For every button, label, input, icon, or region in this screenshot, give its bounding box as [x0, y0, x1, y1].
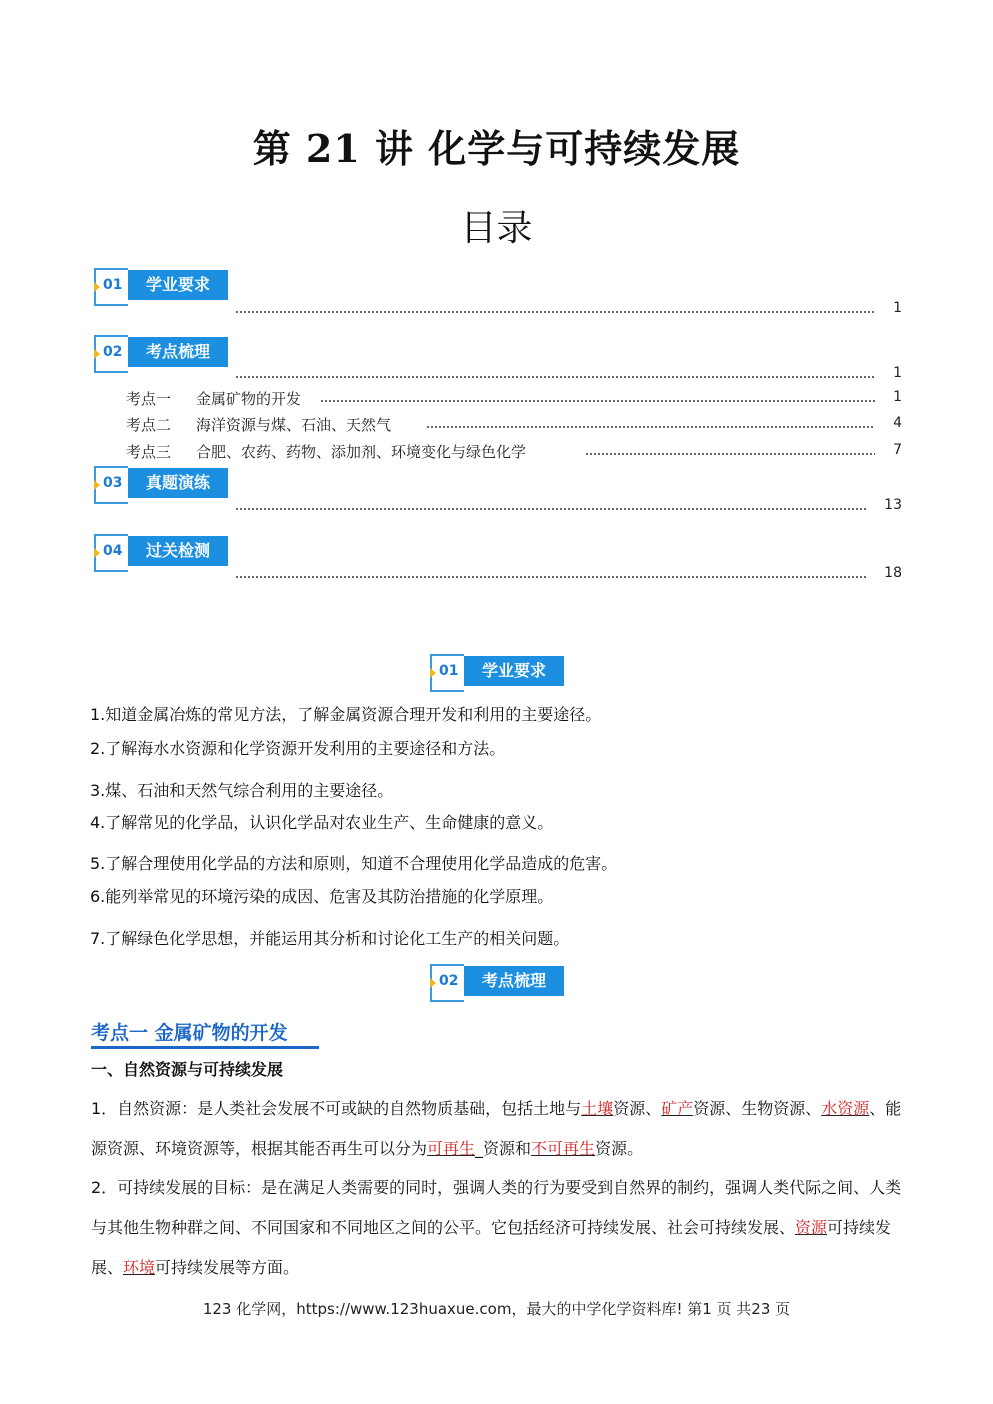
badge-label: 过关检测 [128, 536, 228, 566]
toc-page-number: 18 [884, 565, 902, 581]
requirement-item: 1.知道金属冶炼的常见方法，了解金属资源合理开发和利用的主要途径。 [90, 705, 602, 724]
answer-blank: 土壤 [581, 1099, 614, 1118]
answer-blank: 环境 [123, 1258, 156, 1277]
paragraph-2: 2．可持续发展的目标：是在满足人类需要的同时，强调人类的行为要受到自然界的制约，强调人类代际之间、人类与其他生物种群之间、不同国家和不同地区之间的公平。它包括经济可持续发展、社会可持续发展、资源可持续发展、环境可持续发展等方面。 [91, 1178, 902, 1277]
toc-leader [235, 310, 875, 314]
toc-page-number: 13 [884, 497, 902, 513]
badge-number: 01 [103, 277, 123, 293]
answer-blank: 资源 [795, 1218, 828, 1237]
toc-page-number: 4 [893, 415, 902, 431]
toc-item-kaodian1[interactable]: 考点一 金属矿物的开发 [126, 390, 302, 408]
arrow-icon [430, 668, 436, 678]
badge-label: 学业要求 [464, 656, 564, 686]
toc-badge-02[interactable] [94, 335, 234, 373]
toc-leader [320, 399, 875, 403]
section-badge-01 [430, 654, 570, 692]
requirement-item: 5.了解合理使用化学品的方法和原则，知道不合理使用化学品造成的危害。 [90, 854, 618, 873]
toc-badge-03[interactable] [94, 466, 234, 504]
toc-badge-04[interactable] [94, 534, 234, 572]
arrow-icon [94, 548, 100, 558]
page-title: 第 21 讲 化学与可持续发展 [252, 126, 741, 171]
requirement-item: 3.煤、石油和天然气综合利用的主要途径。 [90, 781, 394, 800]
toc-item-kaodian3[interactable]: 考点三 合肥、农药、药物、添加剂、环境变化与绿色化学 [126, 443, 527, 461]
requirement-item: 6.能列举常见的环境污染的成因、危害及其防治措施的化学原理。 [90, 887, 554, 906]
toc-page-number: 1 [893, 300, 902, 316]
toc-title: 目录 [460, 208, 533, 249]
subsection-heading: 一、自然资源与可持续发展 [91, 1060, 284, 1079]
requirement-item: 4.了解常见的化学品，认识化学品对农业生产、生命健康的意义。 [90, 813, 554, 832]
badge-number: 02 [439, 973, 459, 989]
badge-label: 考点梳理 [128, 337, 228, 367]
arrow-icon [94, 282, 100, 292]
badge-number: 01 [439, 663, 459, 679]
toc-badge-01[interactable] [94, 268, 234, 306]
kaodian-heading: 考点一 金属矿物的开发 [91, 1022, 288, 1044]
answer-blank: 水资源 [821, 1099, 870, 1118]
arrow-icon [430, 978, 436, 988]
answer-blank: 可再生 [427, 1139, 476, 1158]
requirement-item: 2.了解海水水资源和化学资源开发利用的主要途径和方法。 [90, 739, 506, 758]
badge-label: 真题演练 [128, 468, 228, 498]
toc-leader [235, 507, 867, 511]
answer-blank: 不可再生 [531, 1139, 596, 1158]
badge-label: 考点梳理 [464, 966, 564, 996]
heading-underline [91, 1046, 319, 1049]
badge-label: 学业要求 [128, 270, 228, 300]
toc-page-number: 1 [893, 389, 902, 405]
answer-blank: 矿产 [661, 1099, 694, 1118]
requirement-item: 7.了解绿色化学思想，并能运用其分析和讨论化工生产的相关问题。 [90, 929, 570, 948]
toc-leader [585, 452, 875, 456]
page-footer: 123 化学网，https://www.123huaxue.com，最大的中学化学资料库! 第1 页 共23 页 [202, 1300, 791, 1318]
arrow-icon [94, 480, 100, 490]
toc-item-kaodian2[interactable]: 考点二 海洋资源与煤、石油、天然气 [126, 416, 392, 434]
toc-leader [426, 425, 875, 429]
toc-leader [235, 575, 867, 579]
toc-page-number: 7 [893, 442, 902, 458]
arrow-icon [94, 349, 100, 359]
paragraph-1: 1．自然资源：是人类社会发展不可或缺的自然物质基础，包括土地与土壤资源、矿产资源、生物资源、水资源、能源资源、环境资源等，根据其能否再生可以分为可再生_资源和不可再生资源。 [91, 1099, 902, 1158]
badge-number: 03 [103, 475, 123, 491]
badge-number: 04 [103, 543, 123, 559]
section-badge-02 [430, 964, 570, 1002]
badge-number: 02 [103, 344, 123, 360]
toc-page-number: 1 [893, 365, 902, 381]
toc-leader [235, 375, 875, 379]
